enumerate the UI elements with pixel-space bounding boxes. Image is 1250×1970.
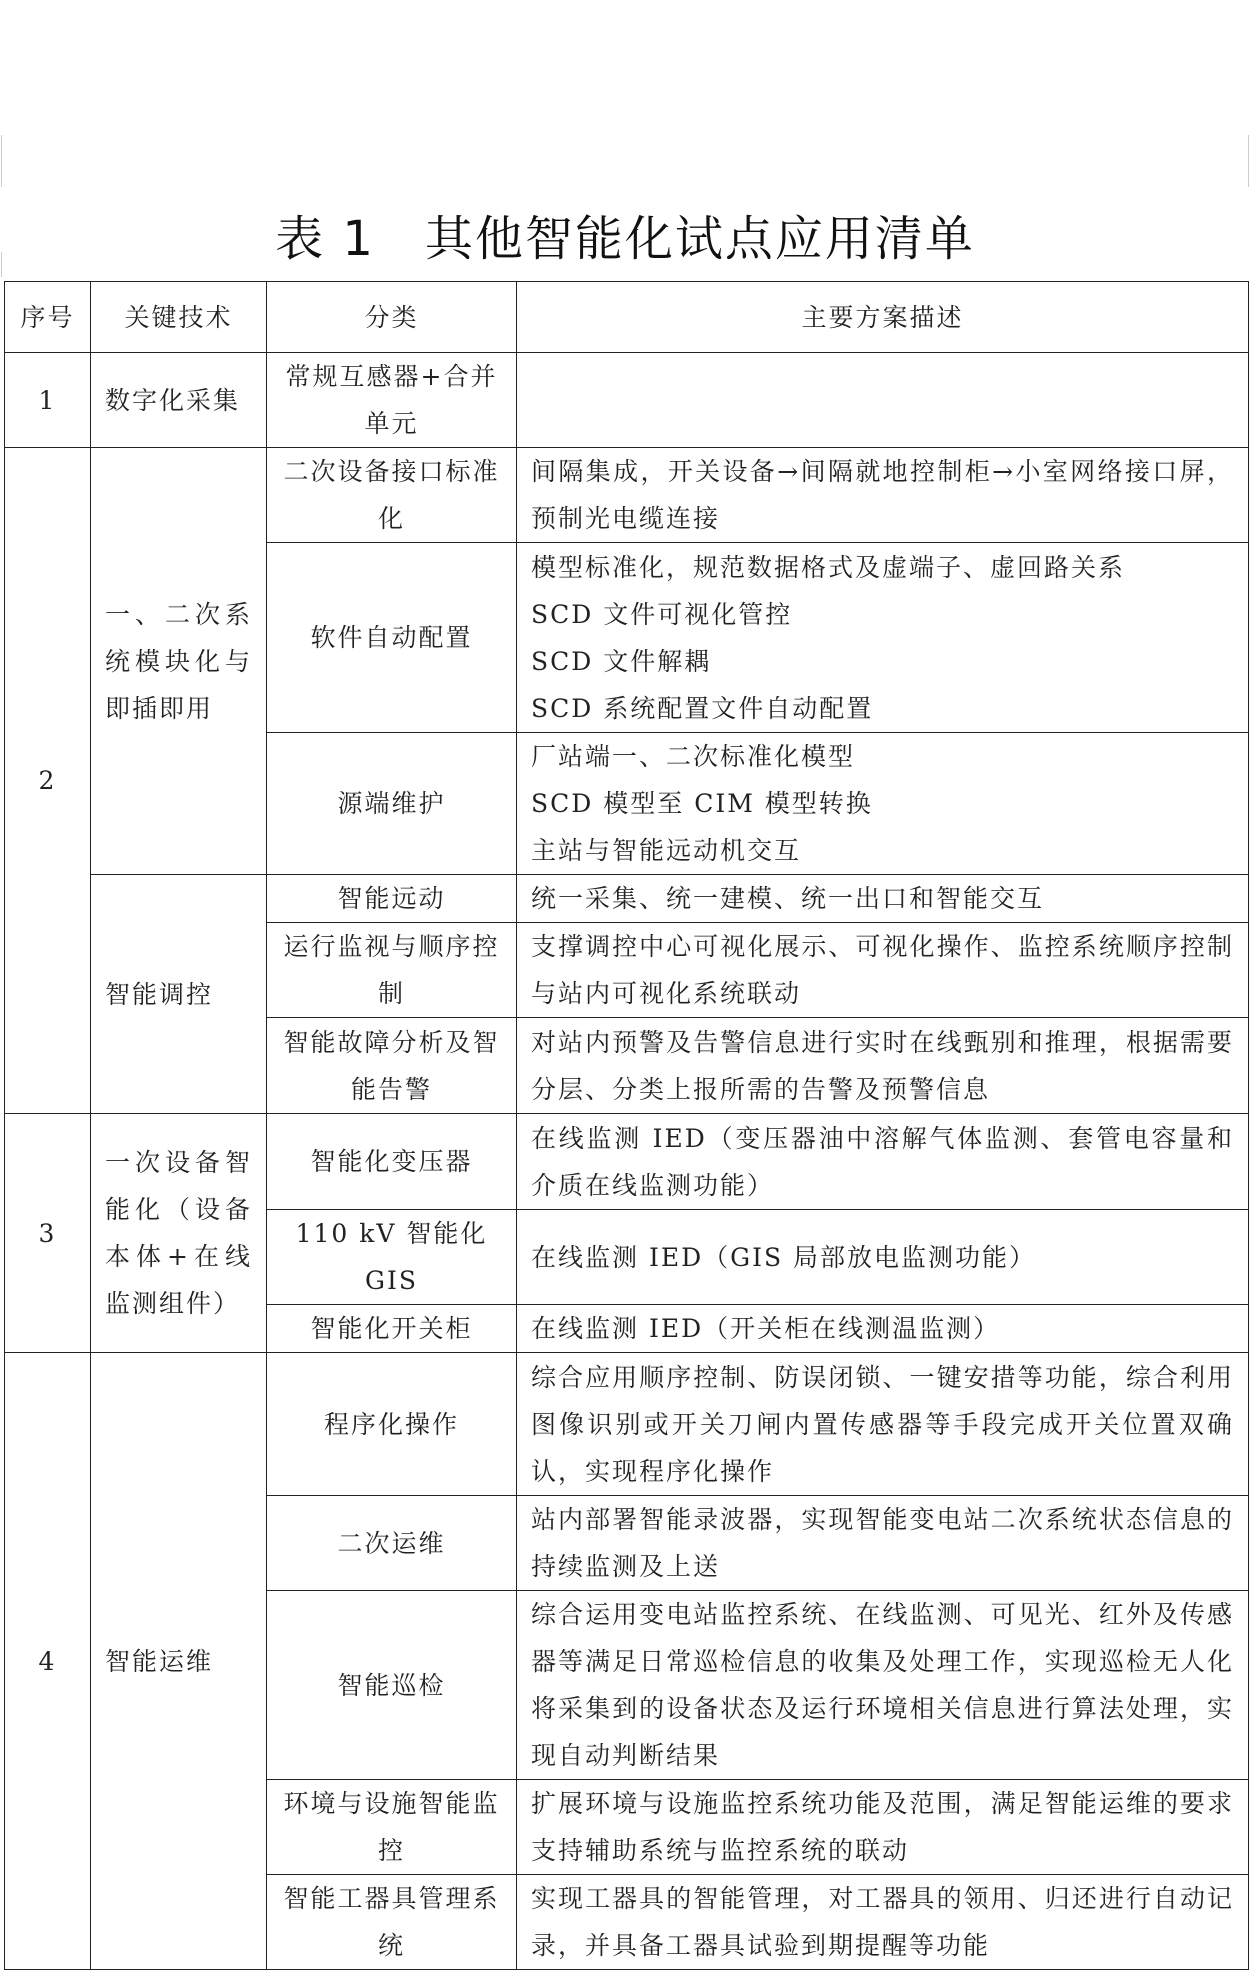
- description-line: 间隔集成，开关设备→间隔就地控制柜→小室网络接口屏，预制光电缆连接: [531, 457, 1234, 533]
- description: [517, 1780, 1249, 1875]
- description: [517, 1305, 1249, 1353]
- description: [517, 733, 1249, 875]
- description-line: 实现工器具的智能管理，对工器具的领用、归还进行自动记录，并具备工器具试验到期提醒等功能: [531, 1884, 1234, 1960]
- description-line: SCD 文件可视化管控: [531, 599, 793, 629]
- table-row: [5, 1353, 1249, 1496]
- description: [517, 1114, 1249, 1210]
- description: [517, 1018, 1249, 1114]
- description-line: 模型标准化，规范数据格式及虚端子、虚回路关系: [531, 552, 1126, 582]
- table-row: [5, 448, 1249, 543]
- description-line: 厂站端一、二次标准化模型: [531, 742, 856, 771]
- description: [517, 1210, 1249, 1305]
- description-line: 统一采集、统一建模、统一出口和智能交互: [531, 884, 1045, 913]
- key-technology: 智能运维: [91, 1353, 267, 1970]
- key-technology: 一、二次系统模块化与即插即用: [91, 448, 267, 875]
- table-header-row: [5, 282, 1249, 353]
- description: [517, 1875, 1249, 1970]
- category: 二次运维: [267, 1496, 517, 1591]
- description-line: SCD 文件解耦: [531, 646, 712, 676]
- category: 源端维护: [267, 733, 517, 875]
- category: 运行监视与顺序控制: [267, 923, 517, 1018]
- header-tech: 关键技术: [91, 282, 267, 353]
- page-edge-right: [1248, 135, 1249, 187]
- category: 常规互感器+合并单元: [267, 353, 517, 448]
- header-desc: 主要方案描述: [517, 282, 1249, 353]
- category: 软件自动配置: [267, 543, 517, 733]
- description-line: 在线监测 IED（GIS 局部放电监测功能）: [531, 1242, 1037, 1272]
- row-number: 1: [5, 353, 91, 448]
- description-line: SCD 模型至 CIM 模型转换: [531, 789, 873, 818]
- row-number: 2: [5, 448, 91, 1114]
- description: [517, 1353, 1249, 1496]
- description: [517, 1591, 1249, 1780]
- row-number: 4: [5, 1353, 91, 1970]
- description-line: 在线监测 IED（变压器油中溶解气体监测、套管电容量和介质在线监测功能）: [531, 1123, 1234, 1200]
- description: [517, 448, 1249, 543]
- category: 智能化变压器: [267, 1114, 517, 1210]
- table-row: [5, 1114, 1249, 1210]
- table-row: [5, 353, 1249, 448]
- description-line: 支撑调控中心可视化展示、可视化操作、监控系统顺序控制与站内可视化系统联动: [531, 932, 1234, 1008]
- description-line: 主站与智能远动机交互: [531, 836, 802, 865]
- category: 110 kV 智能化 GIS: [267, 1210, 517, 1305]
- category: 程序化操作: [267, 1353, 517, 1496]
- key-technology: 智能调控: [91, 875, 267, 1114]
- pilot-application-table: [4, 281, 1249, 1970]
- row-number: 3: [5, 1114, 91, 1353]
- description-line: 综合应用顺序控制、防误闭锁、一键安措等功能，综合利用图像识别或开关刀闸内置传感器等手段完成开关位置双确认，实现程序化操作: [531, 1362, 1234, 1486]
- category: 智能巡检: [267, 1591, 517, 1780]
- category: 环境与设施智能监控: [267, 1780, 517, 1875]
- header-no: 序号: [5, 282, 91, 353]
- description-line: SCD 系统配置文件自动配置: [531, 693, 874, 723]
- description: [517, 353, 1249, 448]
- category: 智能工器具管理系统: [267, 1875, 517, 1970]
- key-technology: 数字化采集: [91, 353, 267, 448]
- description: [517, 875, 1249, 923]
- description: [517, 1496, 1249, 1591]
- description-line: 扩展环境与设施监控系统功能及范围，满足智能运维的要求支持辅助系统与监控系统的联动: [531, 1789, 1234, 1865]
- description-line: 对站内预警及告警信息进行实时在线甄别和推理，根据需要分层、分类上报所需的告警及预警信息: [531, 1027, 1234, 1104]
- page-edge-left: [1, 135, 2, 187]
- category: 智能远动: [267, 875, 517, 923]
- table-title: 表 1 其他智能化试点应用清单: [275, 211, 975, 267]
- category: 智能化开关柜: [267, 1305, 517, 1353]
- description: [517, 923, 1249, 1018]
- description-line: 站内部署智能录波器，实现智能变电站二次系统状态信息的持续监测及上送: [531, 1505, 1234, 1581]
- table-row: [5, 875, 1249, 923]
- key-technology: 一次设备智能化（设备本体+在线监测组件）: [91, 1114, 267, 1353]
- header-category: 分类: [267, 282, 517, 353]
- category: 智能故障分析及智能告警: [267, 1018, 517, 1114]
- description-line: 在线监测 IED（开关柜在线测温监测）: [531, 1314, 1001, 1343]
- category: 二次设备接口标准化: [267, 448, 517, 543]
- description-line: 综合运用变电站监控系统、在线监测、可见光、红外及传感器等满足日常巡检信息的收集及处理工作，实现巡检无人化将采集到的设备状态及运行环境相关信息进行算法处理，实现自动判断结果: [531, 1600, 1234, 1770]
- description: [517, 543, 1249, 733]
